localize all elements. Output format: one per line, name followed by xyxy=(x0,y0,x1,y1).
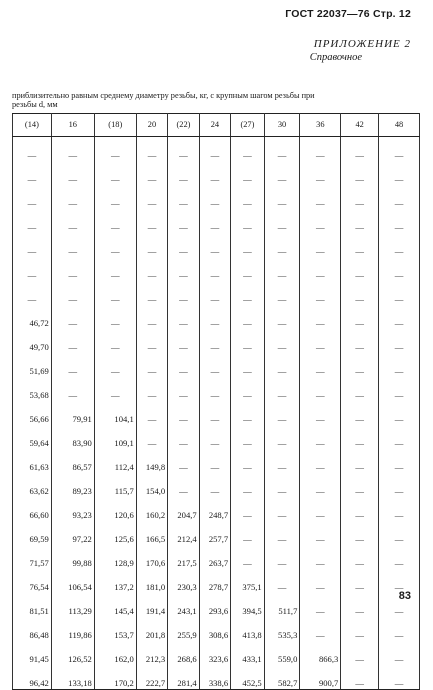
table-cell: 125,6 xyxy=(94,521,136,545)
table-cell: 51,69 xyxy=(13,353,52,377)
table-cell: — xyxy=(379,497,420,521)
table-cell: — xyxy=(379,473,420,497)
table-cell: — xyxy=(51,137,94,162)
table-cell: — xyxy=(168,329,199,353)
table-cell: — xyxy=(341,425,379,449)
table-cell: — xyxy=(341,281,379,305)
table-cell: — xyxy=(168,233,199,257)
table-cell: — xyxy=(94,377,136,401)
table-header-row xyxy=(13,114,420,137)
table-cell: — xyxy=(379,545,420,569)
table-cell: — xyxy=(300,473,341,497)
table-cell: — xyxy=(264,161,300,185)
table-row xyxy=(13,161,420,185)
table-cell: — xyxy=(300,161,341,185)
table-cell: 281,4 xyxy=(168,665,199,690)
table-cell: — xyxy=(94,305,136,329)
table-row xyxy=(13,521,420,545)
column-header: 48 xyxy=(379,114,420,137)
column-header: 16 xyxy=(51,114,94,137)
table-cell: 248,7 xyxy=(199,497,230,521)
table-cell: 559,0 xyxy=(264,641,300,665)
table-cell: 511,7 xyxy=(264,593,300,617)
table-cell: — xyxy=(300,209,341,233)
table-cell: — xyxy=(168,185,199,209)
table-cell: — xyxy=(136,209,167,233)
table-cell: 255,9 xyxy=(168,617,199,641)
table-cell: — xyxy=(264,353,300,377)
table-cell: — xyxy=(379,593,420,617)
standard-header: ГОСТ 22037—76 Стр. 12 xyxy=(285,8,411,20)
table-cell: 97,22 xyxy=(51,521,94,545)
table-row xyxy=(13,377,420,401)
table-cell: 113,29 xyxy=(51,593,94,617)
table-cell: — xyxy=(199,329,230,353)
table-row xyxy=(13,593,420,617)
column-header: (27) xyxy=(231,114,265,137)
table-cell: 106,54 xyxy=(51,569,94,593)
table-cell: 133,18 xyxy=(51,665,94,690)
table-cell: — xyxy=(264,233,300,257)
table-cell: — xyxy=(379,233,420,257)
table-cell: 46,72 xyxy=(13,305,52,329)
table-cell: — xyxy=(264,569,300,593)
table-cell: — xyxy=(341,329,379,353)
table-cell: 166,5 xyxy=(136,521,167,545)
table-cell: 170,2 xyxy=(94,665,136,690)
table-cell: 128,9 xyxy=(94,545,136,569)
table-cell: — xyxy=(231,377,265,401)
table-cell: — xyxy=(231,545,265,569)
table-cell: — xyxy=(168,257,199,281)
table-cell: — xyxy=(136,305,167,329)
table-cell: 83,90 xyxy=(51,425,94,449)
table-cell: 217,5 xyxy=(168,545,199,569)
table-cell: — xyxy=(199,401,230,425)
table-cell: 866,3 xyxy=(300,641,341,665)
column-header: 42 xyxy=(341,114,379,137)
table-cell: — xyxy=(379,449,420,473)
table-cell: — xyxy=(13,233,52,257)
column-header: (18) xyxy=(94,114,136,137)
table-row xyxy=(13,209,420,233)
table-cell: 71,57 xyxy=(13,545,52,569)
table-cell: — xyxy=(341,353,379,377)
table-cell: — xyxy=(136,233,167,257)
table-cell: — xyxy=(168,377,199,401)
table-cell: — xyxy=(231,257,265,281)
table-cell: — xyxy=(51,161,94,185)
table-cell: — xyxy=(264,185,300,209)
table-cell: — xyxy=(341,593,379,617)
table-cell: — xyxy=(51,329,94,353)
column-header: (14) xyxy=(13,114,52,137)
table-cell: — xyxy=(264,425,300,449)
table-cell: — xyxy=(231,305,265,329)
table-cell: — xyxy=(300,593,341,617)
table-cell: 96,42 xyxy=(13,665,52,690)
table-cell: — xyxy=(341,521,379,545)
table-cell: — xyxy=(300,545,341,569)
table-cell: — xyxy=(199,185,230,209)
table-cell: 149,8 xyxy=(136,449,167,473)
table-cell: — xyxy=(379,281,420,305)
table-cell: — xyxy=(264,137,300,162)
table-caption-line1: приблизительно равным среднему диаметру резьбы, кг, с крупным шагом резьбы при xyxy=(12,91,315,100)
table-cell: 375,1 xyxy=(231,569,265,593)
table-cell: 900,7 xyxy=(300,665,341,690)
table-cell: — xyxy=(379,641,420,665)
table-cell: — xyxy=(199,305,230,329)
table-cell: — xyxy=(94,353,136,377)
table-cell: 204,7 xyxy=(168,497,199,521)
table-cell: 201,8 xyxy=(136,617,167,641)
table-cell: — xyxy=(379,305,420,329)
table-cell: — xyxy=(231,137,265,162)
table-cell: — xyxy=(264,281,300,305)
table-cell: 104,1 xyxy=(94,401,136,425)
table-cell: — xyxy=(231,425,265,449)
table-cell: — xyxy=(341,209,379,233)
table-cell: — xyxy=(379,425,420,449)
table-cell: — xyxy=(341,233,379,257)
table-cell: 91,45 xyxy=(13,641,52,665)
table-cell: — xyxy=(13,185,52,209)
column-header: 24 xyxy=(199,114,230,137)
table-cell: 452,5 xyxy=(231,665,265,690)
table-cell: — xyxy=(168,449,199,473)
table-cell: 63,62 xyxy=(13,473,52,497)
table-cell: — xyxy=(300,329,341,353)
table-cell: — xyxy=(51,233,94,257)
table-cell: 53,68 xyxy=(13,377,52,401)
table-cell: 56,66 xyxy=(13,401,52,425)
table-cell: — xyxy=(264,473,300,497)
table-cell: — xyxy=(264,497,300,521)
table-cell: — xyxy=(341,617,379,641)
table-cell: — xyxy=(136,137,167,162)
table-cell: — xyxy=(168,425,199,449)
appendix-subtitle: Справочное xyxy=(309,52,362,63)
table-cell: — xyxy=(379,329,420,353)
table-row xyxy=(13,545,420,569)
table-cell: — xyxy=(168,305,199,329)
table-cell: — xyxy=(13,137,52,162)
table-cell: 119,86 xyxy=(51,617,94,641)
table-cell: 154,0 xyxy=(136,473,167,497)
table-cell: 109,1 xyxy=(94,425,136,449)
table-cell: 268,6 xyxy=(168,641,199,665)
table-cell: — xyxy=(136,353,167,377)
table-cell: 61,63 xyxy=(13,449,52,473)
table-cell: — xyxy=(231,473,265,497)
table-cell: — xyxy=(341,305,379,329)
table-cell: — xyxy=(94,257,136,281)
table-cell: — xyxy=(94,185,136,209)
table-cell: — xyxy=(199,233,230,257)
table-cell: — xyxy=(94,161,136,185)
table-cell: — xyxy=(231,281,265,305)
table-cell: — xyxy=(13,281,52,305)
table-cell: — xyxy=(341,137,379,162)
table-cell: — xyxy=(51,185,94,209)
table-cell: — xyxy=(300,617,341,641)
table-row xyxy=(13,473,420,497)
table-cell: — xyxy=(379,665,420,690)
table-cell: — xyxy=(136,329,167,353)
table-caption xyxy=(12,91,417,109)
table-cell: — xyxy=(51,209,94,233)
table-cell: — xyxy=(300,185,341,209)
table-body xyxy=(13,137,420,690)
table-cell: — xyxy=(300,521,341,545)
table-cell: — xyxy=(199,353,230,377)
table-cell: 323,6 xyxy=(199,641,230,665)
column-header: 36 xyxy=(300,114,341,137)
table-cell: — xyxy=(168,473,199,497)
page-number: 83 xyxy=(398,590,411,602)
table-cell: 433,1 xyxy=(231,641,265,665)
table-row xyxy=(13,665,420,690)
table-cell: — xyxy=(94,137,136,162)
table-cell: — xyxy=(300,401,341,425)
table-cell: — xyxy=(264,209,300,233)
table-row xyxy=(13,401,420,425)
table-cell: — xyxy=(199,473,230,497)
table-cell: 137,2 xyxy=(94,569,136,593)
table-cell: — xyxy=(300,569,341,593)
table-cell: — xyxy=(300,353,341,377)
table-cell: 308,6 xyxy=(199,617,230,641)
table-cell: — xyxy=(231,401,265,425)
table-cell: — xyxy=(51,305,94,329)
table-cell: — xyxy=(168,137,199,162)
table-cell: 212,4 xyxy=(168,521,199,545)
table-cell: — xyxy=(341,401,379,425)
table-cell: — xyxy=(379,185,420,209)
table-cell: — xyxy=(94,329,136,353)
table-cell: — xyxy=(341,449,379,473)
table-cell: — xyxy=(341,185,379,209)
table-cell: 89,23 xyxy=(51,473,94,497)
table-cell: 212,3 xyxy=(136,641,167,665)
table-cell: 263,7 xyxy=(199,545,230,569)
table-cell: — xyxy=(199,257,230,281)
table-cell: 170,6 xyxy=(136,545,167,569)
table-cell: — xyxy=(300,497,341,521)
table-cell: — xyxy=(51,353,94,377)
table-cell: 413,8 xyxy=(231,617,265,641)
table-cell: — xyxy=(300,425,341,449)
table-cell: — xyxy=(231,449,265,473)
table-cell: 120,6 xyxy=(94,497,136,521)
table-cell: 230,3 xyxy=(168,569,199,593)
table-cell: — xyxy=(264,257,300,281)
table-cell: 257,7 xyxy=(199,521,230,545)
table-cell: — xyxy=(341,377,379,401)
table-cell: — xyxy=(168,401,199,425)
table-cell: 181,0 xyxy=(136,569,167,593)
table-cell: 69,59 xyxy=(13,521,52,545)
table-cell: — xyxy=(199,425,230,449)
table-cell: — xyxy=(13,257,52,281)
table-cell: 243,1 xyxy=(168,593,199,617)
table-cell: — xyxy=(300,305,341,329)
table-row xyxy=(13,137,420,162)
table-cell: — xyxy=(231,233,265,257)
table-cell: 394,5 xyxy=(231,593,265,617)
table-cell: — xyxy=(199,137,230,162)
table-row xyxy=(13,449,420,473)
table-cell: — xyxy=(264,521,300,545)
table-cell: — xyxy=(379,521,420,545)
table-cell: — xyxy=(341,473,379,497)
table-cell: — xyxy=(94,233,136,257)
table-row xyxy=(13,617,420,641)
table-row xyxy=(13,353,420,377)
table-cell: — xyxy=(136,185,167,209)
table-cell: 338,6 xyxy=(199,665,230,690)
table-cell: — xyxy=(341,641,379,665)
thread-mass-table xyxy=(12,113,420,690)
table-cell: 115,7 xyxy=(94,473,136,497)
table-cell: — xyxy=(51,377,94,401)
table-cell: — xyxy=(231,209,265,233)
appendix-title: ПРИЛОЖЕНИЕ 2 xyxy=(313,38,411,50)
table-cell: 59,64 xyxy=(13,425,52,449)
table-cell: — xyxy=(341,161,379,185)
table-cell: 222,7 xyxy=(136,665,167,690)
table-caption-line2: резьбы d, мм xyxy=(12,100,58,109)
table-cell: 160,2 xyxy=(136,497,167,521)
table-row xyxy=(13,641,420,665)
table-cell: — xyxy=(136,281,167,305)
table-cell: 126,52 xyxy=(51,641,94,665)
table-cell: — xyxy=(231,497,265,521)
table-row xyxy=(13,233,420,257)
table-cell: — xyxy=(341,665,379,690)
table-cell: — xyxy=(341,257,379,281)
table-cell: 145,4 xyxy=(94,593,136,617)
table-cell: — xyxy=(231,185,265,209)
table-cell: — xyxy=(341,545,379,569)
table-cell: — xyxy=(379,401,420,425)
table-row xyxy=(13,425,420,449)
table-cell: — xyxy=(379,377,420,401)
table-cell: — xyxy=(13,161,52,185)
table-cell: 153,7 xyxy=(94,617,136,641)
table-cell: 191,4 xyxy=(136,593,167,617)
table-cell: — xyxy=(379,209,420,233)
table-cell: 49,70 xyxy=(13,329,52,353)
table-cell: 81,51 xyxy=(13,593,52,617)
table-cell: — xyxy=(168,161,199,185)
table-cell: — xyxy=(136,377,167,401)
table-cell: — xyxy=(231,521,265,545)
table-cell: — xyxy=(199,281,230,305)
table-cell: 278,7 xyxy=(199,569,230,593)
table-row xyxy=(13,305,420,329)
table-cell: — xyxy=(94,209,136,233)
table-row xyxy=(13,497,420,521)
table-cell: 99,88 xyxy=(51,545,94,569)
table-cell: 86,48 xyxy=(13,617,52,641)
table-cell: — xyxy=(199,449,230,473)
table-cell: — xyxy=(264,329,300,353)
table-cell: — xyxy=(51,281,94,305)
table-cell: — xyxy=(341,569,379,593)
table-cell: 76,54 xyxy=(13,569,52,593)
table-cell: — xyxy=(300,281,341,305)
table-cell: — xyxy=(168,353,199,377)
table-cell: 79,91 xyxy=(51,401,94,425)
table-cell: — xyxy=(300,377,341,401)
table-row xyxy=(13,257,420,281)
table-cell: — xyxy=(231,161,265,185)
table-cell: — xyxy=(231,353,265,377)
table-cell: — xyxy=(264,377,300,401)
table-cell: — xyxy=(379,569,420,593)
table-cell: — xyxy=(136,401,167,425)
table-cell: — xyxy=(231,329,265,353)
table-cell: — xyxy=(379,137,420,162)
table-cell: — xyxy=(264,401,300,425)
table-cell: — xyxy=(13,209,52,233)
column-header: 30 xyxy=(264,114,300,137)
table-cell: 535,3 xyxy=(264,617,300,641)
table-cell: — xyxy=(136,161,167,185)
table-cell: 93,23 xyxy=(51,497,94,521)
table-cell: — xyxy=(341,497,379,521)
table-cell: 582,7 xyxy=(264,665,300,690)
table-cell: — xyxy=(379,257,420,281)
table-cell: — xyxy=(264,545,300,569)
table-cell: — xyxy=(199,161,230,185)
table-cell: — xyxy=(199,209,230,233)
table-cell: 293,6 xyxy=(199,593,230,617)
table-cell: — xyxy=(264,305,300,329)
table-cell: — xyxy=(300,257,341,281)
table-cell: 66,60 xyxy=(13,497,52,521)
table-cell: — xyxy=(379,161,420,185)
table-cell: — xyxy=(300,233,341,257)
table-cell: — xyxy=(136,425,167,449)
table-cell: — xyxy=(199,377,230,401)
table-row xyxy=(13,569,420,593)
table-cell: — xyxy=(300,449,341,473)
table-cell: 86,57 xyxy=(51,449,94,473)
table-cell: — xyxy=(300,137,341,162)
table-cell: — xyxy=(94,281,136,305)
column-header: (22) xyxy=(168,114,199,137)
table-cell: — xyxy=(51,257,94,281)
table-cell: — xyxy=(379,353,420,377)
column-header: 20 xyxy=(136,114,167,137)
table-cell: — xyxy=(264,449,300,473)
table-row xyxy=(13,329,420,353)
table-cell: — xyxy=(379,617,420,641)
table-cell: 162,0 xyxy=(94,641,136,665)
table-cell: — xyxy=(136,257,167,281)
table-row xyxy=(13,281,420,305)
table-row xyxy=(13,185,420,209)
table-cell: — xyxy=(168,209,199,233)
table-cell: — xyxy=(168,281,199,305)
table-cell: 112,4 xyxy=(94,449,136,473)
